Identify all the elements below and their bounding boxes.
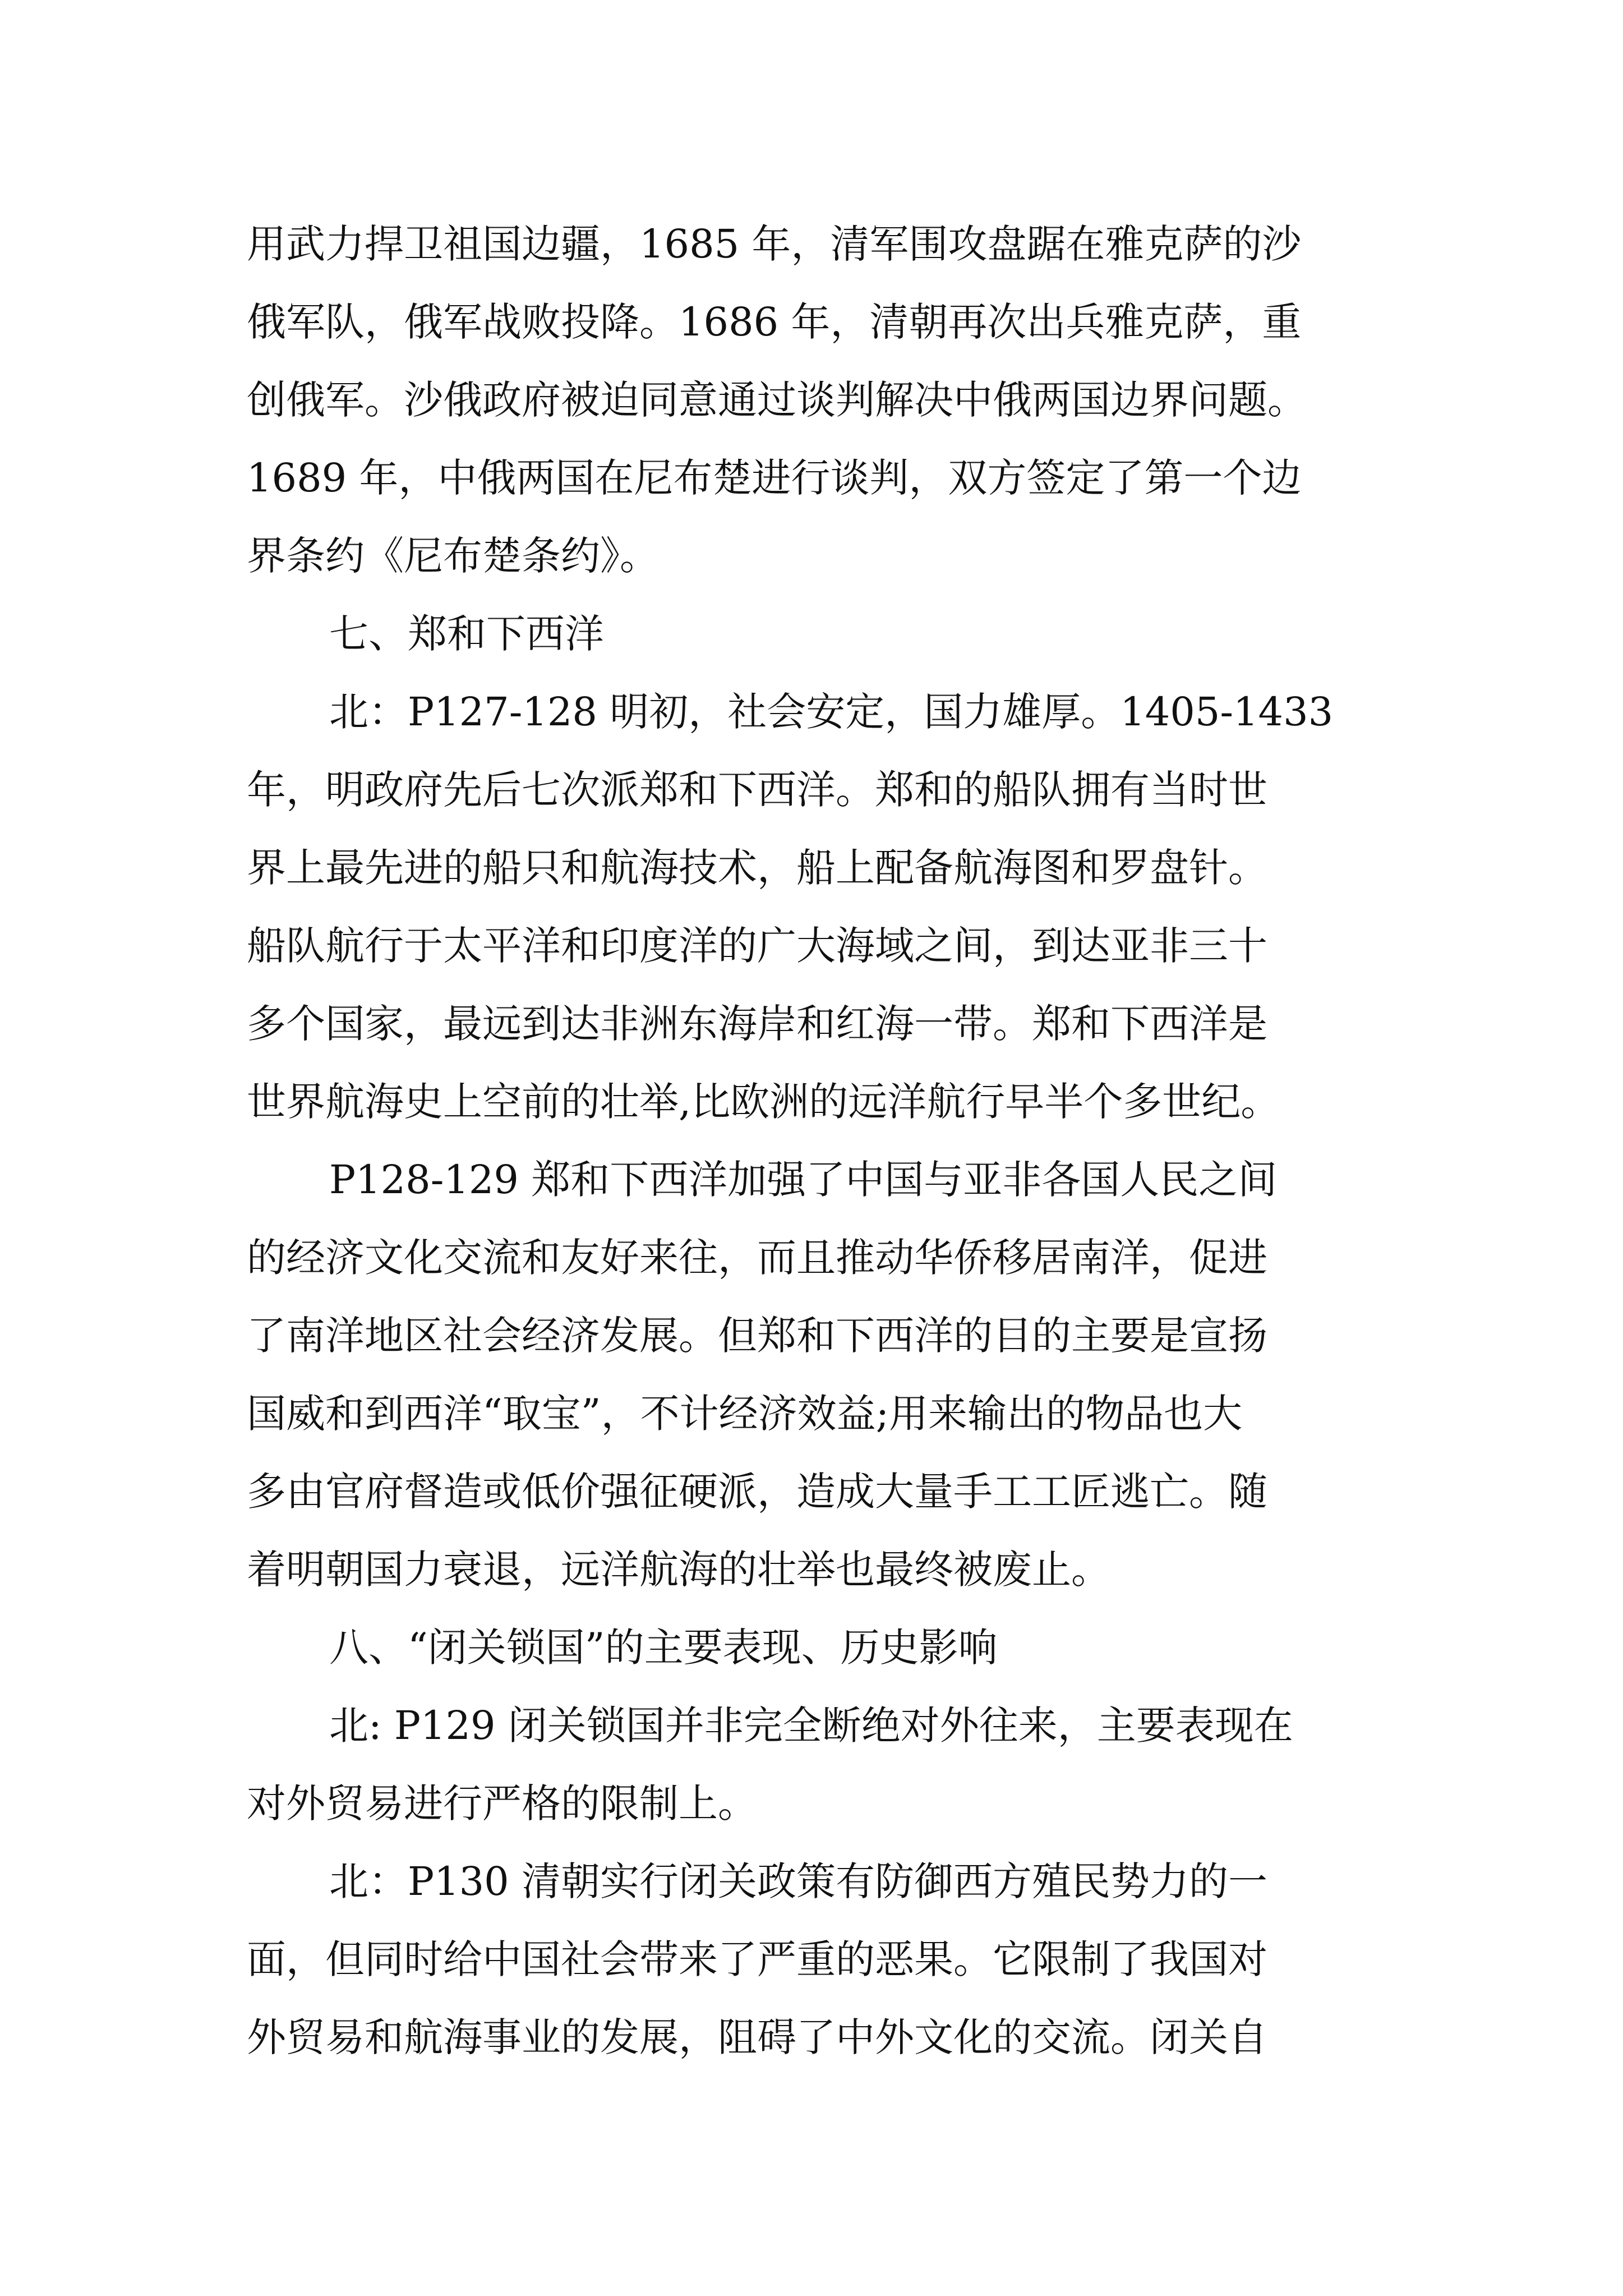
text-line: 国威和到西洋“取宝”，不计经济效益;用来输出的物品也大 xyxy=(247,1391,1243,1437)
section-heading: 七、郑和下西洋 xyxy=(329,611,604,657)
text-line: 年，明政府先后七次派郑和下西洋。郑和的船队拥有当时世 xyxy=(247,767,1267,813)
text-line: P128-129 郑和下西洋加强了中国与亚非各国人民之间 xyxy=(329,1157,1278,1203)
text-line: 北：P127-128 明初，社会安定，国力雄厚。1405-1433 xyxy=(329,689,1334,735)
text-line: 多个国家，最远到达非洲东海岸和红海一带。郑和下西洋是 xyxy=(247,1001,1267,1047)
text-line: 用武力捍卫祖国边疆，1685 年，清军围攻盘踞在雅克萨的沙 xyxy=(247,221,1302,267)
text-line: 界条约《尼布楚条约》。 xyxy=(247,533,659,579)
text-line: 世界航海史上空前的壮举,比欧洲的远洋航行早半个多世纪。 xyxy=(247,1079,1280,1125)
text-line: 俄军队，俄军战败投降。1686 年，清朝再次出兵雅克萨，重 xyxy=(247,299,1302,345)
text-line: 1689 年，中俄两国在尼布楚进行谈判，双方签定了第一个边 xyxy=(247,455,1302,501)
text-line: 北: P129 闭关锁国并非完全断绝对外往来，主要表现在 xyxy=(329,1703,1293,1749)
text-line: 的经济文化交流和友好来往，而且推动华侨移居南洋，促进 xyxy=(247,1235,1267,1281)
text-line: 着明朝国力衰退，远洋航海的壮举也最终被废止。 xyxy=(247,1547,1110,1593)
text-line: 船队航行于太平洋和印度洋的广大海域之间，到达亚非三十 xyxy=(247,923,1267,969)
text-line: 面，但同时给中国社会带来了严重的恶果。它限制了我国对 xyxy=(247,1936,1267,1982)
text-line: 外贸易和航海事业的发展，阻碍了中外文化的交流。闭关自 xyxy=(247,2014,1267,2060)
text-line: 了南洋地区社会经济发展。但郑和下西洋的目的主要是宣扬 xyxy=(247,1313,1267,1359)
text-line: 北：P130 清朝实行闭关政策有防御西方殖民势力的一 xyxy=(329,1858,1267,1904)
section-heading: 八、“闭关锁国”的主要表现、历史影响 xyxy=(329,1625,998,1671)
text-line: 界上最先进的船只和航海技术，船上配备航海图和罗盘针。 xyxy=(247,845,1267,891)
text-line: 创俄军。沙俄政府被迫同意通过谈判解决中俄两国边界问题。 xyxy=(247,377,1307,423)
text-line: 多由官府督造或低价强征硬派，造成大量手工工匠逃亡。随 xyxy=(247,1469,1267,1515)
text-line: 对外贸易进行严格的限制上。 xyxy=(247,1780,757,1826)
